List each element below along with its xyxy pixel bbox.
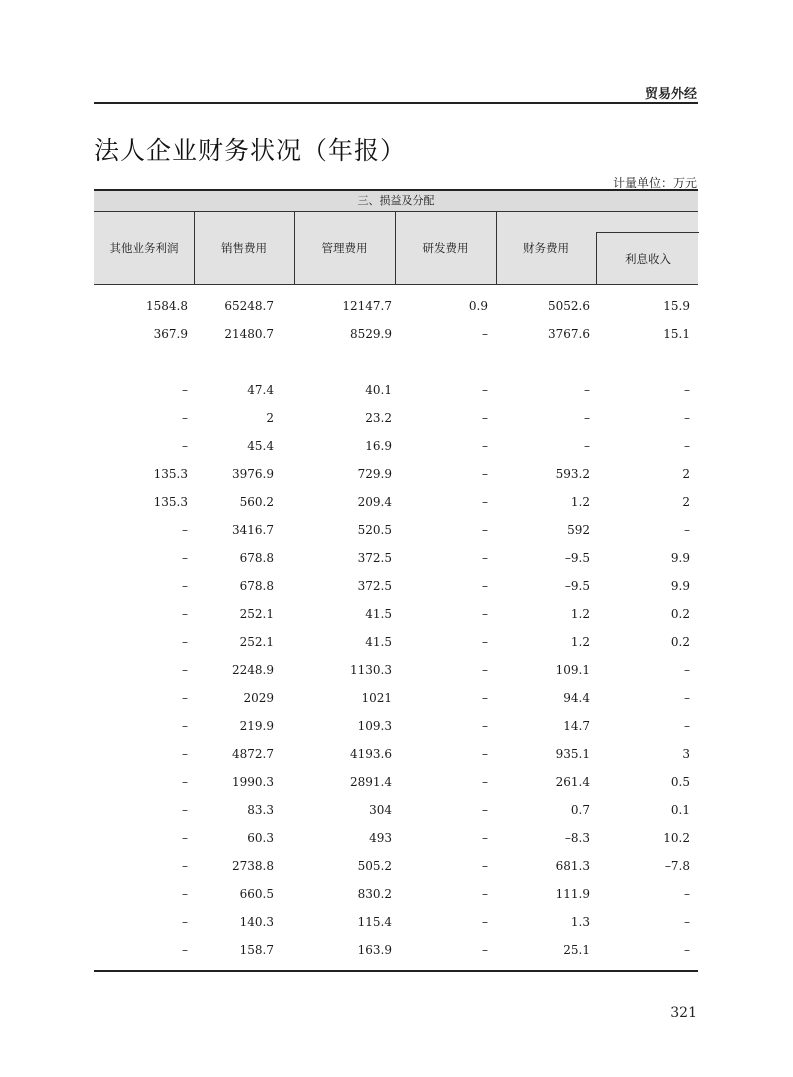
cell-interest-income: 0.2: [670, 635, 690, 649]
table-row: [94, 600, 698, 628]
cell-other-profit: –: [182, 439, 188, 453]
table-row: [94, 404, 698, 432]
cell-other-profit: –: [182, 719, 188, 733]
cell-interest-income: –: [684, 439, 690, 453]
table-row: [94, 684, 698, 712]
table-row: [94, 572, 698, 600]
table-row: [94, 432, 698, 460]
cell-other-profit: –: [182, 915, 188, 929]
column-header-row: [94, 212, 698, 285]
column-header-sales-expense: 销售费用: [194, 212, 295, 284]
cell-other-profit: 1584.8: [146, 299, 188, 313]
cell-interest-income: 0.5: [670, 775, 690, 789]
cell-admin-expense: 40.1: [365, 383, 392, 397]
section-label: 贸易外经: [644, 87, 697, 102]
cell-finance-expense: 109.1: [555, 663, 590, 677]
top-rule: [94, 102, 698, 104]
page-title: 法人企业财务状况（年报）: [94, 136, 407, 165]
table-row: [94, 936, 698, 964]
table-row: [94, 628, 698, 656]
cell-other-profit: –: [182, 607, 188, 621]
cell-other-profit: –: [182, 747, 188, 761]
cell-finance-expense: –: [584, 383, 590, 397]
cell-other-profit: –: [182, 411, 188, 425]
cell-other-profit: 367.9: [153, 327, 188, 341]
cell-finance-expense: 3767.6: [548, 327, 590, 341]
cell-sales-expense: 3416.7: [232, 523, 274, 537]
cell-rd-expense: –: [482, 523, 488, 537]
cell-interest-income: 15.1: [663, 327, 690, 341]
cell-finance-expense: –9.5: [564, 579, 590, 593]
cell-rd-expense: 0.9: [468, 299, 488, 313]
cell-rd-expense: –: [482, 467, 488, 481]
cell-admin-expense: 41.5: [365, 607, 392, 621]
cell-interest-income: 9.9: [670, 579, 690, 593]
cell-finance-expense: –: [584, 411, 590, 425]
table-row: [94, 488, 698, 516]
cell-other-profit: –: [182, 803, 188, 817]
cell-interest-income: –: [684, 943, 690, 957]
cell-finance-expense: 935.1: [555, 747, 590, 761]
cell-rd-expense: –: [482, 803, 488, 817]
table-row: [94, 320, 698, 348]
table-body: [94, 285, 698, 964]
column-header-finance-expense: 财务费用: [523, 241, 569, 255]
table-row: [94, 348, 698, 376]
cell-admin-expense: 729.9: [357, 467, 392, 481]
cell-finance-expense: 681.3: [555, 859, 590, 873]
cell-finance-expense: –8.3: [564, 831, 590, 845]
table-row: [94, 712, 698, 740]
cell-interest-income: –: [684, 719, 690, 733]
cell-interest-income: –: [684, 663, 690, 677]
column-header-interest-income: 利息收入: [596, 232, 699, 285]
cell-admin-expense: 23.2: [365, 411, 392, 425]
cell-finance-expense: 1.3: [570, 915, 590, 929]
cell-other-profit: –: [182, 579, 188, 593]
cell-rd-expense: –: [482, 943, 488, 957]
cell-admin-expense: 115.4: [357, 915, 392, 929]
cell-admin-expense: 209.4: [357, 495, 392, 509]
cell-rd-expense: –: [482, 635, 488, 649]
cell-sales-expense: 158.7: [239, 943, 274, 957]
cell-admin-expense: 109.3: [357, 719, 392, 733]
cell-admin-expense: 1130.3: [350, 663, 392, 677]
cell-rd-expense: –: [482, 887, 488, 901]
cell-interest-income: –7.8: [664, 859, 690, 873]
cell-rd-expense: –: [482, 663, 488, 677]
cell-other-profit: –: [182, 691, 188, 705]
cell-other-profit: –: [182, 635, 188, 649]
cell-interest-income: 3: [682, 747, 690, 761]
finance-table: [94, 189, 698, 964]
table-row: [94, 824, 698, 852]
cell-admin-expense: 520.5: [357, 523, 392, 537]
cell-other-profit: –: [182, 383, 188, 397]
cell-sales-expense: 252.1: [239, 607, 274, 621]
cell-rd-expense: –: [482, 831, 488, 845]
cell-sales-expense: 252.1: [239, 635, 274, 649]
cell-interest-income: 2: [682, 495, 690, 509]
cell-sales-expense: 660.5: [239, 887, 274, 901]
table-row: [94, 796, 698, 824]
cell-other-profit: –: [182, 831, 188, 845]
cell-finance-expense: 94.4: [563, 691, 590, 705]
cell-admin-expense: 304: [369, 803, 392, 817]
cell-sales-expense: 4872.7: [232, 747, 274, 761]
cell-rd-expense: –: [482, 411, 488, 425]
cell-interest-income: –: [684, 411, 690, 425]
cell-other-profit: –: [182, 943, 188, 957]
cell-sales-expense: 2248.9: [232, 663, 274, 677]
cell-sales-expense: 47.4: [247, 383, 274, 397]
cell-interest-income: 2: [682, 467, 690, 481]
cell-sales-expense: 560.2: [239, 495, 274, 509]
cell-sales-expense: 678.8: [239, 551, 274, 565]
cell-interest-income: 0.2: [670, 607, 690, 621]
cell-other-profit: –: [182, 859, 188, 873]
cell-finance-expense: 1.2: [570, 495, 590, 509]
cell-admin-expense: 1021: [361, 691, 392, 705]
cell-sales-expense: 2029: [243, 691, 274, 705]
table-row: [94, 880, 698, 908]
column-header-other-profit: 其他业务利润: [94, 212, 195, 284]
table-row: [94, 740, 698, 768]
cell-interest-income: 9.9: [670, 551, 690, 565]
cell-interest-income: –: [684, 915, 690, 929]
cell-sales-expense: 45.4: [247, 439, 274, 453]
cell-admin-expense: 8529.9: [350, 327, 392, 341]
cell-sales-expense: 21480.7: [224, 327, 274, 341]
cell-finance-expense: 5052.6: [548, 299, 590, 313]
cell-other-profit: –: [182, 663, 188, 677]
cell-sales-expense: 65248.7: [224, 299, 274, 313]
cell-admin-expense: 2891.4: [350, 775, 392, 789]
table-row: [94, 292, 698, 320]
cell-other-profit: 135.3: [153, 467, 188, 481]
table-row: [94, 768, 698, 796]
cell-rd-expense: –: [482, 495, 488, 509]
table-row: [94, 908, 698, 936]
cell-finance-expense: 14.7: [563, 719, 590, 733]
cell-admin-expense: 12147.7: [342, 299, 392, 313]
cell-finance-expense: 593.2: [555, 467, 590, 481]
cell-admin-expense: 163.9: [357, 943, 392, 957]
cell-finance-expense: 261.4: [555, 775, 590, 789]
cell-sales-expense: 1990.3: [232, 775, 274, 789]
cell-admin-expense: 493: [369, 831, 392, 845]
cell-other-profit: –: [182, 775, 188, 789]
cell-interest-income: 0.1: [670, 803, 690, 817]
cell-rd-expense: –: [482, 719, 488, 733]
cell-interest-income: 15.9: [663, 299, 690, 313]
cell-other-profit: –: [182, 523, 188, 537]
cell-rd-expense: –: [482, 859, 488, 873]
cell-admin-expense: 830.2: [357, 887, 392, 901]
cell-rd-expense: –: [482, 383, 488, 397]
cell-finance-expense: 111.9: [555, 887, 590, 901]
cell-rd-expense: –: [482, 775, 488, 789]
table-row: [94, 516, 698, 544]
cell-finance-expense: 25.1: [563, 943, 590, 957]
cell-admin-expense: 372.5: [357, 579, 392, 593]
cell-finance-expense: 0.7: [570, 803, 590, 817]
cell-finance-expense: 1.2: [570, 607, 590, 621]
cell-finance-expense: 1.2: [570, 635, 590, 649]
cell-sales-expense: 83.3: [247, 803, 274, 817]
cell-rd-expense: –: [482, 327, 488, 341]
cell-sales-expense: 678.8: [239, 579, 274, 593]
cell-finance-expense: –: [584, 439, 590, 453]
cell-sales-expense: 219.9: [239, 719, 274, 733]
table-row: [94, 376, 698, 404]
cell-other-profit: –: [182, 887, 188, 901]
table-row: [94, 852, 698, 880]
cell-finance-expense: –9.5: [564, 551, 590, 565]
cell-interest-income: –: [684, 887, 690, 901]
cell-rd-expense: –: [482, 691, 488, 705]
cell-admin-expense: 16.9: [365, 439, 392, 453]
cell-sales-expense: 3976.9: [232, 467, 274, 481]
cell-admin-expense: 41.5: [365, 635, 392, 649]
cell-rd-expense: –: [482, 439, 488, 453]
cell-sales-expense: 2738.8: [232, 859, 274, 873]
unit-label: 计量单位：万元: [612, 176, 697, 190]
table-row: [94, 544, 698, 572]
cell-rd-expense: –: [482, 579, 488, 593]
cell-rd-expense: –: [482, 607, 488, 621]
bottom-rule: [94, 970, 698, 972]
table-row: [94, 656, 698, 684]
cell-finance-expense: 592: [567, 523, 590, 537]
cell-interest-income: 10.2: [663, 831, 690, 845]
cell-admin-expense: 505.2: [357, 859, 392, 873]
table-row: [94, 460, 698, 488]
cell-other-profit: –: [182, 551, 188, 565]
cell-other-profit: 135.3: [153, 495, 188, 509]
cell-sales-expense: 60.3: [247, 831, 274, 845]
cell-rd-expense: –: [482, 747, 488, 761]
group-header: 三、损益及分配: [94, 191, 698, 212]
page-number: 321: [670, 1005, 697, 1021]
cell-interest-income: –: [684, 523, 690, 537]
cell-sales-expense: 2: [266, 411, 274, 425]
cell-interest-income: –: [684, 383, 690, 397]
cell-admin-expense: 372.5: [357, 551, 392, 565]
cell-rd-expense: –: [482, 915, 488, 929]
cell-rd-expense: –: [482, 551, 488, 565]
cell-sales-expense: 140.3: [239, 915, 274, 929]
column-header-admin-expense: 管理费用: [294, 212, 396, 284]
cell-interest-income: –: [684, 691, 690, 705]
cell-admin-expense: 4193.6: [350, 747, 392, 761]
column-header-rd-expense: 研发费用: [395, 212, 497, 284]
